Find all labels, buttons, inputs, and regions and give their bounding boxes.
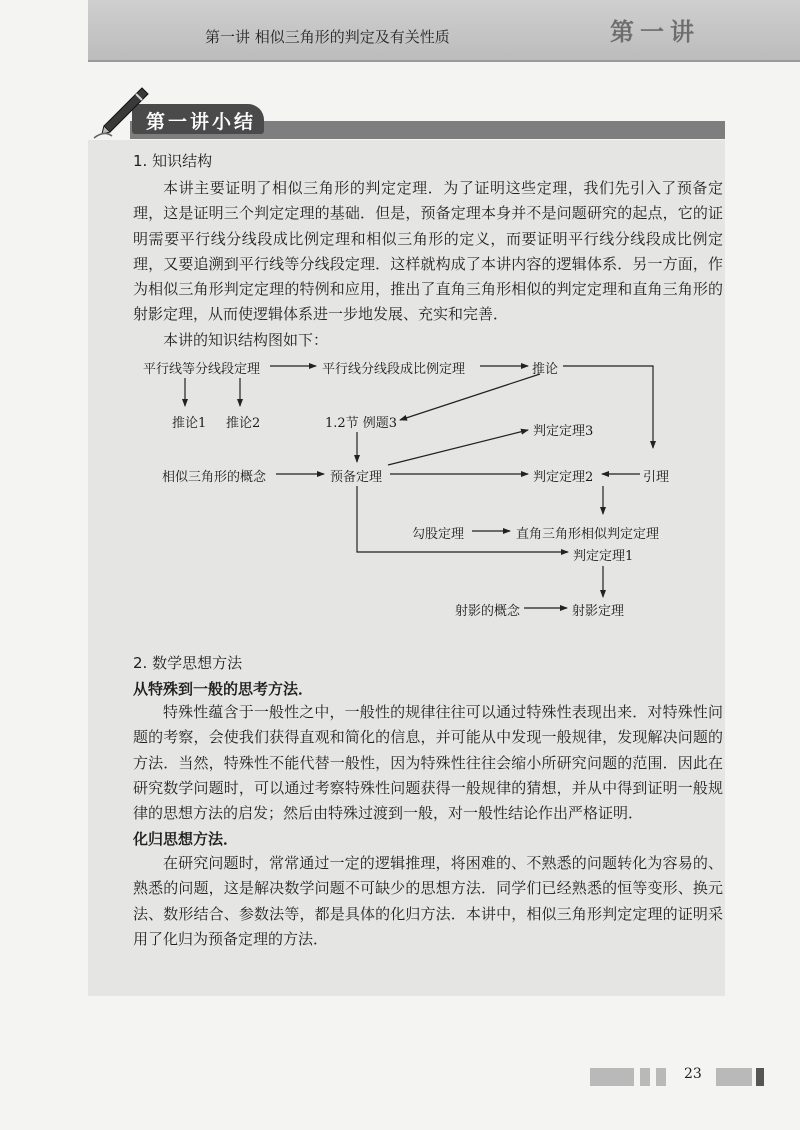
knowledge-structure-text [133,176,723,353]
footer-block [656,1068,666,1086]
knowledge-structure-heading: 1. 知识结构 [133,152,213,170]
node-lemma: 引理 [643,470,670,485]
node-projection-concept: 射影的概念 [455,604,521,619]
section-title: 第一讲小结 [146,111,257,133]
method1-title: 从特殊到一般的思考方法． [133,680,314,698]
lecture-mark: 第一讲 [610,17,700,46]
method1-text [133,700,723,826]
footer-block [716,1068,752,1086]
node-equal-division: 平行线等分线段定理 [143,362,261,377]
node-proportional-segments: 平行线分线段成比例定理 [322,362,466,377]
paragraph: 在研究问题时，常常通过一定的逻辑推理，将困难的、不熟悉的问题转化为容易的、熟悉的问题，这是解决数学问题不可缺少的思想方法．同学们已经熟悉的恒等变形、换元法、数形结合、参数法等，都是具体的化归方法．本讲中，相似三角形判定定理的证明采用了化归为预备定理的方法． [133,854,723,948]
paragraph: 本讲主要证明了相似三角形的判定定理．为了证明这些定理，我们先引入了预备定理，这是证明三个判定定理的基础．但是，预备定理本身并不是问题研究的起点，它的证明需要平行线分线段成比例定理和相似三角形的定义，而要证明平行线分线段成比例定理，又要追溯到平行线等分线段定理．这样就构成了本讲内容的逻辑体系．另一方面，作为相似三角形判定定理的特例和应用，推出了直角三角形相似的判定定理和直角三角形的射影定理，从而使逻辑体系进一步地发展、充实和完善． [133,179,723,324]
node-pythagorean: 勾股定理 [412,527,465,542]
node-similar-concept: 相似三角形的概念 [162,470,267,485]
chapter-title: 第一讲 相似三角形的判定及有关性质 [205,28,450,46]
footer-block [640,1068,650,1086]
paragraph: 特殊性蕴含于一般性之中，一般性的规律往往可以通过特殊性表现出来．对特殊性问题的考察，会使我们获得直观和简化的信息，并可能从中发现一般规律，发现解决问题的方法．当然，特殊性不能代替一般性，因为特殊性往往会缩小所研究问题的范围．因此在研究数学问题时，可以通过考察特殊性问题获得一般规律的猜想，并从中得到证明一般规律的思想方法的启发；然后由特殊过渡到一般，对一般性结论作出严格证明． [133,703,723,823]
node-right-similarity: 直角三角形相似判定定理 [516,527,660,542]
node-projection-theorem: 射影定理 [572,604,625,619]
footer-block [590,1068,634,1086]
paragraph: 本讲的知识结构图如下： [163,330,329,349]
method2-title: 化归思想方法． [133,830,239,848]
node-preliminary: 预备定理 [330,470,383,485]
node-criterion1: 判定定理1 [573,549,634,564]
node-corollary1: 推论1 [172,416,207,431]
node-corollary2: 推论2 [226,416,261,431]
node-criterion2: 判定定理2 [533,470,594,485]
math-methods-heading: 2. 数学思想方法 [133,654,243,672]
node-corollary: 推论 [532,362,559,377]
node-example3: 1.2节 例题3 [325,416,398,431]
pen-icon [90,82,150,142]
node-criterion3: 判定定理3 [533,424,594,439]
page-number: 23 [684,1066,702,1082]
method2-text [133,851,723,952]
footer-block [756,1068,764,1086]
